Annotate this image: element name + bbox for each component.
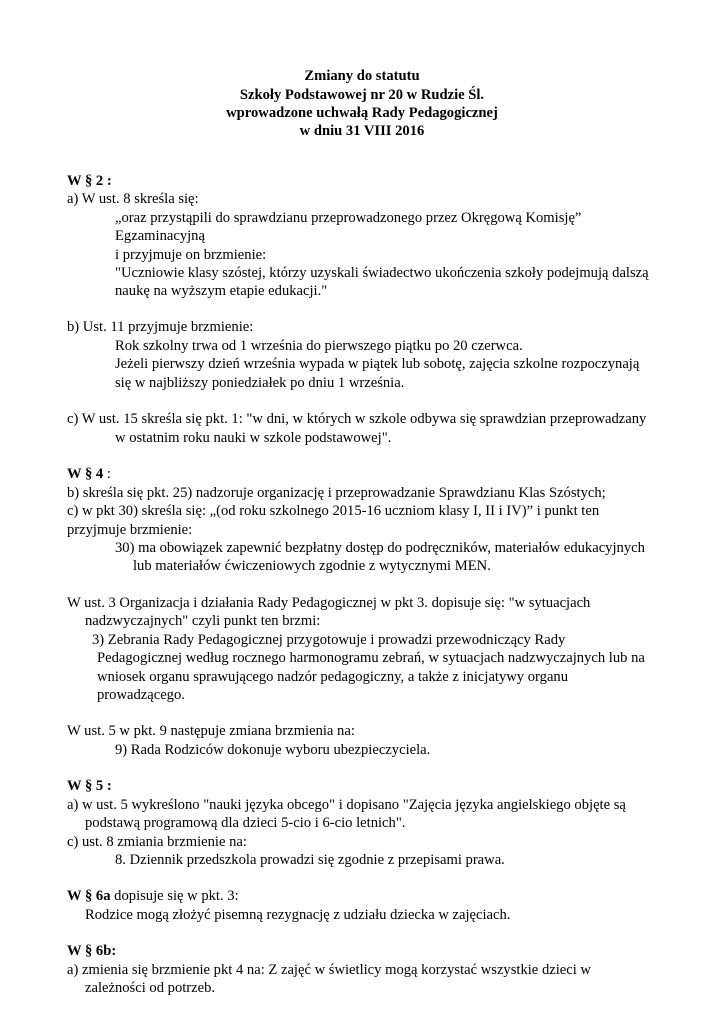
section-5-heading: W § 5 :: [67, 778, 112, 794]
section-6a-heading: W § 6a: [67, 888, 111, 904]
section-2-b-text-2: Jeżeli pierwszy dzień września wypada w piątek lub sobotę, zajęcia szkolne rozpoczynają: [115, 356, 640, 372]
title-line-1: Zmiany do statutu: [304, 68, 420, 84]
section-4-ust3-text-1: 3) Zebrania Rady Pedagogicznej przygotowuje i prowadzi przewodniczący Rady: [92, 632, 566, 648]
section-6a-text: Rodzice mogą złożyć pisemną rezygnację z udziału dziecka w zajęciach.: [85, 907, 511, 923]
section-4-heading-rest: :: [103, 466, 111, 482]
section-6b-a-line-2: zależności od potrzeb.: [85, 980, 216, 996]
section-2-b-text-3: się w najbliższy poniedziałek po dniu 1 września.: [115, 375, 405, 391]
section-4-heading-row: [67, 465, 111, 484]
section-4-ust5-line: W ust. 5 w pkt. 9 następuje zmiana brzmienia na:: [67, 723, 355, 739]
section-2-heading: W § 2 :: [67, 173, 112, 189]
section-4-ust3-line-1: W ust. 3 Organizacja i działania Rady Pedagogicznej w pkt 3. dopisuje się: "w sytuacjach: [67, 595, 591, 611]
section-2-a-quote-4: "Uczniowie klasy szóstej, którzy uzyskali świadectwo ukończenia szkoły podejmują dalszą: [115, 265, 649, 281]
section-2-b-text-1: Rok szkolny trwa od 1 września do pierwszego piątku po 20 czerwca.: [115, 338, 523, 354]
title-line-3: wprowadzone uchwałą Rady Pedagogicznej: [226, 105, 498, 121]
section-4-c-line-1: c) w pkt 30) skreśla się: „(od roku szkolnego 2015-16 uczniom klasy I, II i IV)” i punkt ten: [67, 503, 600, 519]
section-2-a-quote-2: Egzaminacyjną: [115, 228, 205, 244]
section-5-c-text: 8. Dziennik przedszkola prowadzi się zgodnie z przepisami prawa.: [115, 852, 505, 868]
title-line-4: w dniu 31 VIII 2016: [299, 123, 425, 139]
section-4-ust5-text: 9) Rada Rodziców dokonuje wyboru ubezpieczyciela.: [115, 742, 431, 758]
section-6b-a-line-1: a) zmienia się brzmienie pkt 4 na: Z zajęć w świetlicy mogą korzystać wszystkie dzieci w: [67, 962, 591, 978]
section-4-ust3-text-2: Pedagogicznej według rocznego harmonogramu zebrań, w sytuacjach nadzwyczajnych lub na: [97, 650, 645, 666]
section-2-a-quote-1: „oraz przystąpili do sprawdzianu przeprowadzonego przez Okręgową Komisję”: [115, 210, 582, 226]
section-4-c-text-1: 30) ma obowiązek zapewnić bezpłatny dostęp do podręczników, materiałów edukacyjnych: [115, 540, 645, 556]
section-2-a-quote-5: naukę na wyższym etapie edukacji.": [115, 283, 328, 299]
title-line-2: Szkoły Podstawowej nr 20 w Rudzie Śl.: [239, 87, 485, 103]
section-4-ust3-line-2: nadzwyczajnych" czyli punkt ten brzmi:: [85, 613, 321, 629]
section-4-heading: W § 4: [67, 466, 104, 482]
section-4-b-line: b) skreśla się pkt. 25) nadzoruje organizację i przeprowadzanie Sprawdzianu Klas Szóstych;: [67, 485, 606, 501]
section-2-a-quote-3: i przyjmuje on brzmienie:: [115, 247, 267, 263]
section-6a-heading-row: [67, 887, 239, 906]
section-2-b-intro: b) Ust. 11 przyjmuje brzmienie:: [67, 319, 254, 335]
section-5-a-line-2: podstawą programową dla dzieci 5-cio i 6-cio letnich".: [85, 815, 406, 831]
section-2-a-intro: a) W ust. 8 skreśla się:: [67, 191, 199, 207]
section-2-c-line-2: w ostatnim roku nauki w szkole podstawowej".: [115, 430, 392, 446]
section-4-ust3-text-3: wniosek organu sprawującego nadzór pedagogiczny, a także z inicjatywy organu: [97, 669, 569, 685]
section-6a-heading-rest: dopisuje się w pkt. 3:: [110, 888, 239, 904]
section-4-c-text-2: lub materiałów ćwiczeniowych zgodnie z wytycznymi MEN.: [133, 558, 491, 574]
section-4-ust3-text-4: prowadzącego.: [97, 687, 185, 703]
section-5-a-line-1: a) w ust. 5 wykreślono "nauki języka obcego" i dopisano "Zajęcia języka angielskiego objęte są: [67, 797, 626, 813]
section-4-c-line-2: przyjmuje brzmienie:: [67, 522, 193, 538]
section-5-c-line: c) ust. 8 zmiania brzmienie na:: [67, 834, 247, 850]
section-2-c-line-1: c) W ust. 15 skreśla się pkt. 1: "w dni, w których w szkole odbywa się sprawdzian przeprowadzany: [67, 411, 647, 427]
section-6b-heading: W § 6b:: [67, 943, 117, 959]
